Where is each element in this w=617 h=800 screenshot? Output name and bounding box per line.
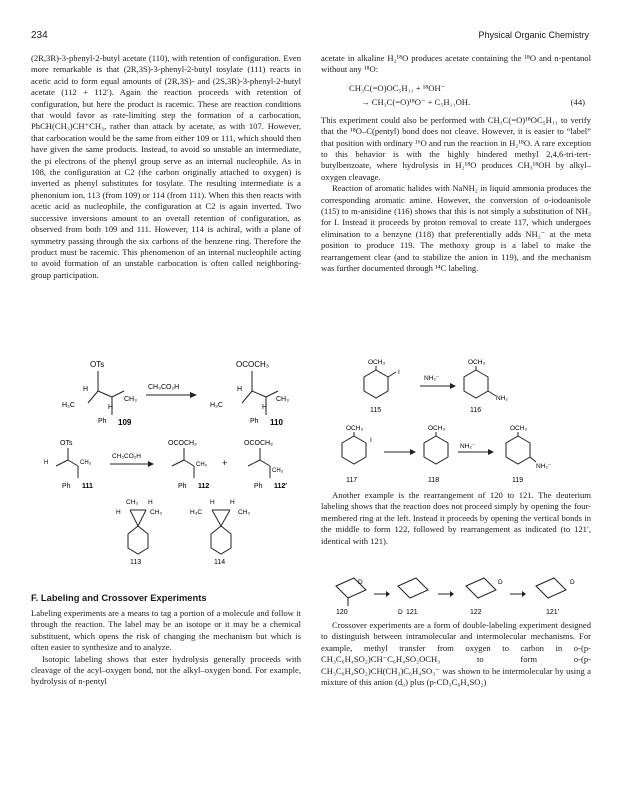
scheme-113-114: [110, 496, 280, 566]
s118-num: 118: [428, 477, 440, 484]
left-paragraph-1: (2R,3R)-3-phenyl-2-butyl acetate (110), with retention of configuration. Even more remarkable is that (2R,3S)-3-phenyl-2-butyl tosylate (111) reacts in acetic acid to form equal amounts of (2R,3S)- and (2S,3R)-3-phenyl-2-butyl acetate (112 + 112′). Again the reaction proceeds with retention of configuration, but here the product is racemic. These are reaction conditions that would favor as rate-limiting step the formation of a carbocation, PhCH(CH₃)CH⁺CH₃, rather than attack by acetate, as with 107. However, that carbocation would be the same from either 109 or 111, which should then have given the same products. Instead, to avoid so unstable an intermediate, the pi electrons of the phenyl group serve as an internal nucleophile. As in 108, the configuration at C2 (the carbon originally attached to oxygen) is inverted as phenyl substitutes for tosylate. The resulting intermediate is a phenonium ion, 113 (from 109) or 114 (from 111). When this then reacts with acetic acid as nucleophile, the configuration at C2 is again inverted. Two successive inversions amount to an overall retention of configuration, as observed from both 109 and 111. However, 114 is achiral, with a plane of symmetry passing through the six carbons of the benzene ring. Therefore the product must be racemic. This phenomenon of an internal nucleophile acting to avoid formation of an unstable carbocation is often called neighboring-group participation.: [31, 53, 301, 280]
equation-44: [321, 81, 591, 109]
s121p-d: D: [570, 579, 575, 586]
i114-l4: CH₃: [238, 509, 251, 516]
r109-group: OTs: [90, 360, 105, 369]
plus-sign: +: [222, 458, 228, 468]
equation-line-2: → CH₃C(=O)¹⁸O⁻ + C₅H₁₁OH.: [361, 96, 471, 107]
scheme-115-116: [346, 356, 546, 416]
p110-me2: CH₃: [276, 396, 289, 403]
equation-number: (44): [570, 96, 585, 107]
s117-num: 117: [346, 477, 358, 484]
r109-h: H: [83, 386, 89, 393]
s121p-num: 121′: [546, 609, 559, 616]
i113-l2: H: [148, 499, 153, 506]
p110-num: 110: [270, 418, 283, 427]
r111-num: 111: [82, 483, 93, 490]
right-paragraph-3: Reaction of aromatic halides with NaNH₂ in liquid ammonia produces the corresponding aromatic amine. However, the conversion of o-iodoanisole (115) to m-anisidine (116) shows that this is not simply a substitution of NH₂ for I. Instead it proceeds by proton removal to create 117, which undergoes elimination to a benzyne (118) that preferentially adds NH₂⁻ at the meta position to produce 119. The methoxy group is a label to make the rearrangement clear (and to stabilize the anion in 119), and the mechanism was further documented through ¹⁴C labeling.: [321, 183, 591, 274]
s120-num: 120: [336, 609, 348, 616]
right-paragraph-4: Another example is the rearrangement of 120 to 121. The deuterium labeling shows that the reaction does not proceed simply by opening the four-membered ring at the left. Instead it proceeds by opening the vertical bonds in the middle to form 122, followed by rearrangement as indicated (to 121′, identical with 121).: [321, 490, 591, 546]
s115-reagent: NH₂⁻: [424, 375, 440, 382]
i113-l4: CH₃: [150, 509, 163, 516]
right-column-middle: [321, 490, 591, 547]
right-paragraph-2: This experiment could also be performed with CH₃C(=O)¹⁸OC₅H₁₁ to verify that the ¹⁸O–C(pentyl) bond does not cleave. However, it is easier to “label” that position with ordinary ¹⁶O and run the reaction in H₂¹⁸O. A rare exception to this behavior is with the highly hindered methyl 2,4,6-tri-tert-butylbenzoate, where hydrolysis in H₂¹⁸O produces CH₃¹⁸OH by alkyl–oxygen cleavage.: [321, 114, 591, 182]
s118-reagent: NH₂⁻: [460, 443, 476, 450]
s115-i: I: [398, 369, 400, 376]
r109-ph: Ph: [98, 418, 107, 425]
s118-ome: OCH₃: [428, 425, 446, 432]
right-paragraph-1: acetate in alkaline H₂¹⁸O produces acetate containing the ¹⁸O and n-pentanol without any ¹⁸O:: [321, 53, 591, 75]
s120-d: D: [358, 579, 363, 586]
p112-me: CH₃: [196, 462, 208, 468]
s115-num: 115: [370, 407, 382, 414]
r109-me1: H₃C: [62, 402, 75, 409]
p110-group: OCOCH₃: [236, 360, 270, 369]
i114-l1: H: [210, 499, 215, 506]
r109-h2: H: [108, 404, 114, 411]
i113-l1: CH₃: [126, 499, 139, 506]
s117-ome: OCH₃: [346, 425, 364, 432]
p112b-num: 112′: [274, 483, 287, 490]
p112b-me: CH₃: [272, 468, 284, 474]
running-title: Physical Organic Chemistry: [478, 30, 589, 40]
s122-num: 122: [470, 609, 482, 616]
i113-num: 113: [130, 559, 142, 566]
p112-group: OCOCH₃: [168, 440, 197, 447]
p110-me1: H₃C: [210, 402, 223, 409]
p112b-ph: Ph: [254, 483, 263, 490]
s116-ome: OCH₃: [468, 359, 486, 366]
scheme-109-110: [40, 355, 300, 430]
right-column: [321, 53, 591, 275]
r111-h: H: [44, 460, 49, 466]
s115-ome: OCH₃: [368, 359, 386, 366]
right-column-bottom: [321, 620, 591, 688]
s119-nh2: NH₂⁻: [536, 463, 552, 470]
page-header: [31, 30, 589, 44]
r109-me2: CH₃: [124, 396, 137, 403]
r111-ph: Ph: [62, 483, 71, 490]
s119-num: 119: [512, 477, 524, 484]
scheme-111-112: [38, 436, 300, 494]
s117-i: I: [370, 437, 372, 444]
r111-me: CH₃: [80, 460, 92, 466]
scheme-120-122: [326, 572, 596, 616]
i114-num: 114: [214, 559, 226, 566]
section-heading: F. Labeling and Crossover Experiments: [31, 592, 207, 603]
scheme-117-119: [332, 422, 572, 486]
s122-d: D: [498, 579, 503, 586]
i113-l3: H: [116, 509, 121, 516]
p110-ph: Ph: [250, 418, 259, 425]
r111-group: OTs: [60, 440, 73, 447]
i114-l2: H: [230, 499, 235, 506]
reagent-acetic-acid-1: CH₃CO₂H: [148, 384, 180, 391]
left-column-bottom: [31, 608, 301, 688]
i114-l3: H₃C: [190, 509, 203, 516]
p112-num: 112: [198, 483, 210, 490]
s119-ome: OCH₃: [510, 425, 528, 432]
left-column: [31, 53, 301, 281]
left-paragraph-3: Isotopic labeling shows that ester hydrolysis generally proceeds with cleavage of the acyl–oxygen bond, not the alkyl–oxygen bond. For example, hydrolysis of n-pentyl: [31, 653, 301, 687]
r109-num: 109: [118, 418, 132, 427]
p112-ph: Ph: [178, 483, 187, 490]
equation-line-1: CH₃C(=O)OC₅H₁₁ + ¹⁸OH⁻: [349, 82, 446, 93]
p112b-group: OCOCH₃: [244, 440, 273, 447]
p110-h: H: [237, 386, 243, 393]
s121-d: D: [398, 609, 403, 616]
s121-num: 121: [406, 609, 418, 616]
page-number: 234: [31, 30, 48, 41]
p110-h2: H: [262, 404, 268, 411]
left-paragraph-2: Labeling experiments are a means to tag a portion of a molecule and follow it through the reaction. The label may be an isotope or it may be a chemical substituent, which opens the risk of changing the mechanism but which is often easier to synthesize and to analyze.: [31, 608, 301, 653]
s116-num: 116: [470, 407, 482, 414]
right-paragraph-5: Crossover experiments are a form of double-labeling experiment designed to distinguish between intramolecular and intermolecular mechanisms. For example, methyl transfer from oxygen to carbon in o-(p-CH₃C₆H₄SO₂)CH⁻C₆H₄SO₂OCH₃ to form o-(p-CH₃C₆H₄SO₂)CH(CH₃)C₆H₄SO₃⁻ was shown to be intermolecular by using a mixture of this anion (d₀) plus (p-CD₃C₆H₄SO₂): [321, 620, 591, 688]
reagent-acetic-acid-2: CH₃CO₂H: [112, 453, 142, 460]
s116-nh2: NH₂: [496, 395, 508, 402]
